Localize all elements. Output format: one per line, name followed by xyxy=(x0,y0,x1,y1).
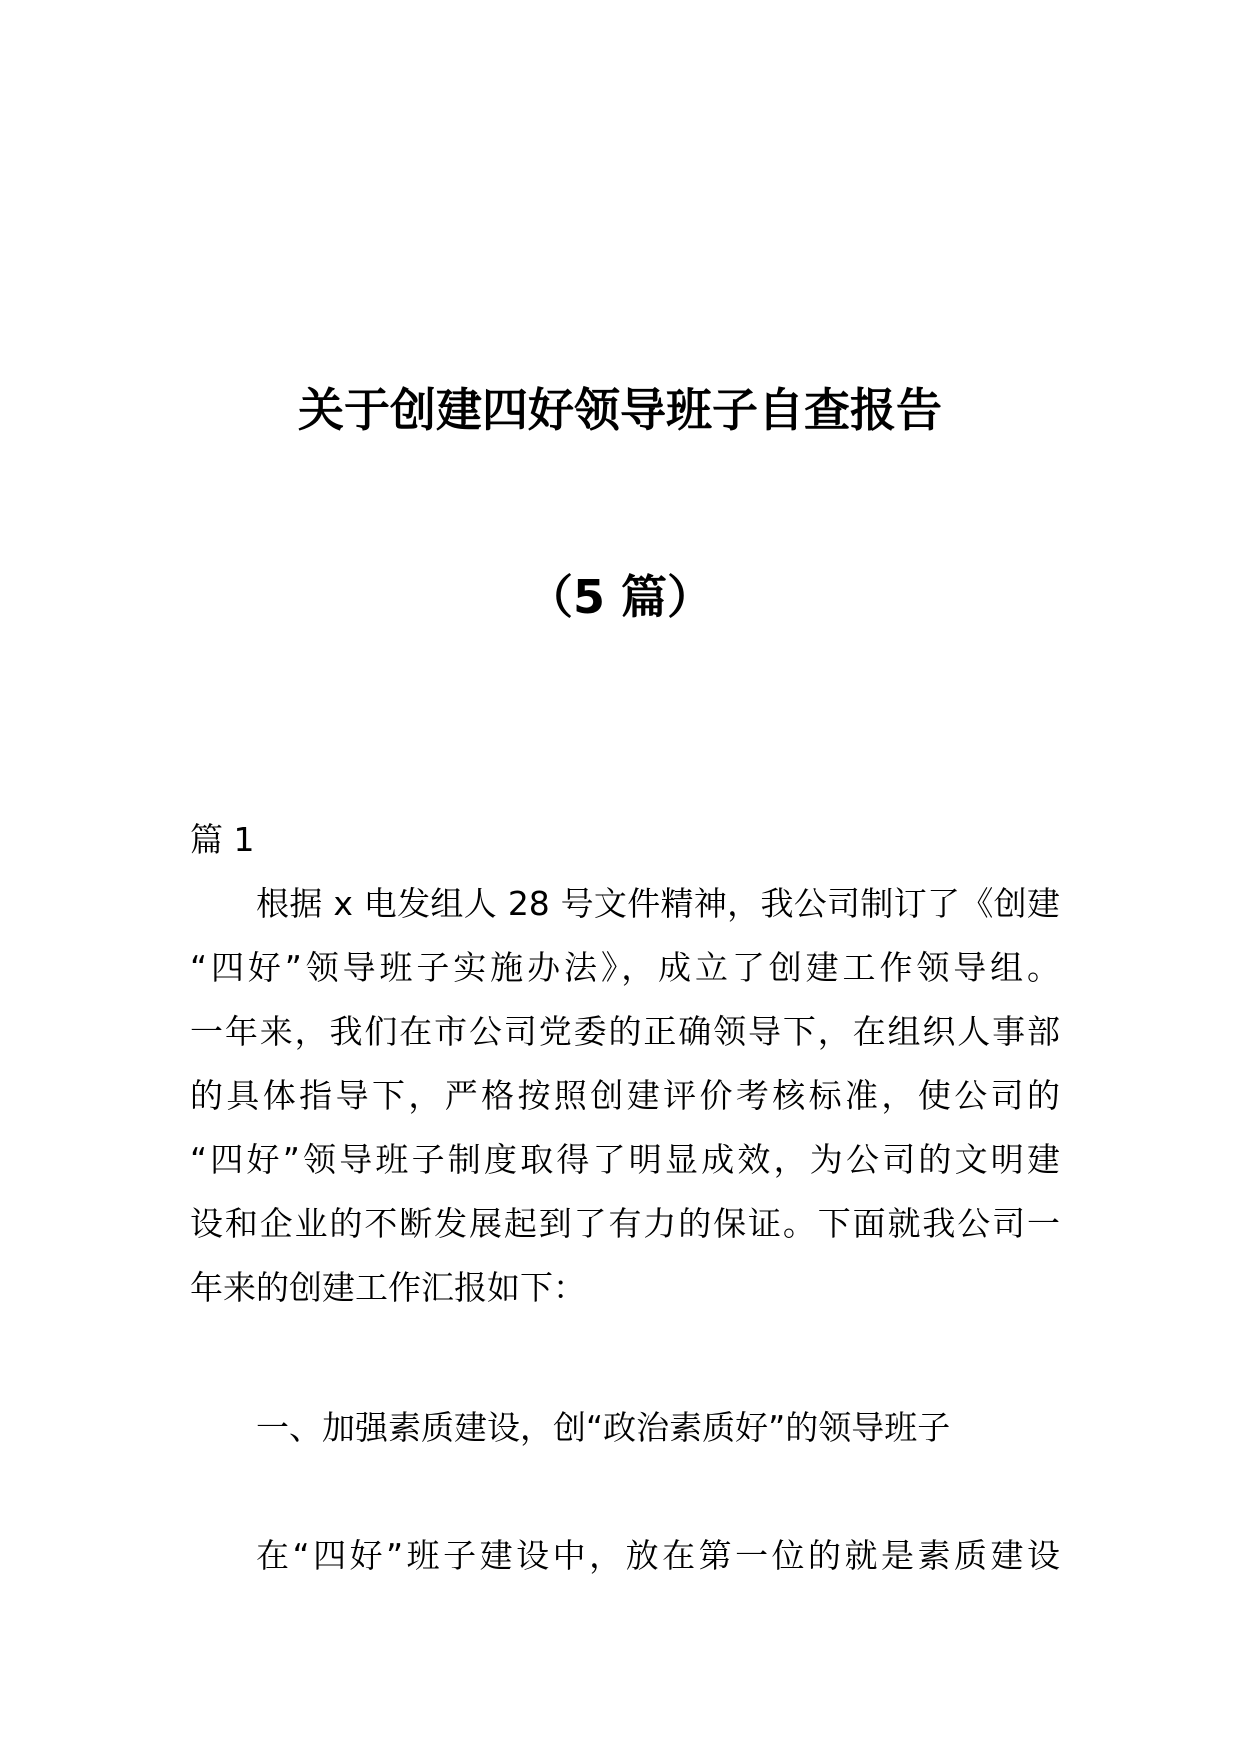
paragraph-1-line: 的具体指导下，严格按照创建评价考核标准，使公司的 xyxy=(190,1076,1060,1115)
document-title: 关于创建四好领导班子自查报告 xyxy=(298,383,942,437)
paragraph-1-line: 设和企业的不断发展起到了有力的保证。下面就我公司一 xyxy=(190,1204,1060,1243)
section-label xyxy=(190,808,1060,872)
paragraph-1-line: “四好”领导班子实施办法》，成立了创建工作领导组。 xyxy=(190,948,1060,987)
paragraph-2-line: 在“四好”班子建设中，放在第一位的就是素质建设 xyxy=(256,1536,1060,1575)
paragraph-2 xyxy=(190,1524,1060,1588)
paragraph-1 xyxy=(190,872,1060,1320)
paragraph-1-line: 一年来，我们在市公司党委的正确领导下，在组织人事部 xyxy=(190,1012,1060,1051)
document-subtitle: （5 篇） xyxy=(526,570,714,624)
paragraph-1-line: 根据 x 电发组人 28 号文件精神，我公司制订了《创建 xyxy=(256,884,1060,923)
paragraph-1-line: 年来的创建工作汇报如下： xyxy=(190,1268,586,1307)
section-heading-1-text: 一、加强素质建设，创“政治素质好”的领导班子 xyxy=(256,1408,951,1447)
section-heading-1 xyxy=(190,1396,1060,1460)
section-label-text: 篇 1 xyxy=(190,820,255,859)
paragraph-1-line: “四好”领导班子制度取得了明显成效，为公司的文明建 xyxy=(190,1140,1060,1179)
